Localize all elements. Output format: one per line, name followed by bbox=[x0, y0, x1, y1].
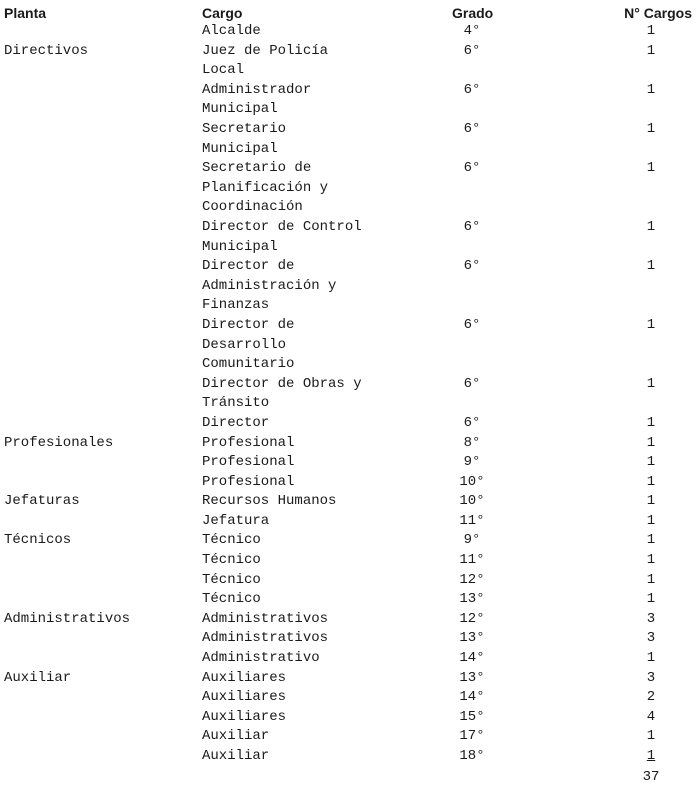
cell-cargo bbox=[202, 22, 397, 42]
table-row bbox=[0, 571, 698, 591]
cell-grado: 14° bbox=[459, 689, 485, 706]
cell-num-cargos: 1 bbox=[646, 414, 656, 431]
table-row bbox=[0, 688, 698, 708]
cell-num-cargos: 1 bbox=[646, 316, 656, 333]
cargo-line: Director de Obras y bbox=[202, 375, 362, 392]
cell-cargo bbox=[202, 218, 397, 257]
table-row bbox=[0, 22, 698, 42]
header-cargo: Cargo bbox=[202, 5, 243, 21]
table-row bbox=[0, 81, 698, 120]
cell-cargo bbox=[202, 747, 397, 767]
cell-grado: 6° bbox=[463, 316, 481, 333]
cell-num-cargos: 1 bbox=[646, 748, 656, 765]
cell-num-cargos: 1 bbox=[646, 512, 656, 529]
cell-cargo bbox=[202, 531, 397, 551]
cargo-line: Director bbox=[202, 414, 270, 431]
table-row bbox=[0, 649, 698, 669]
cargo-line: Director de Control bbox=[202, 218, 362, 235]
cell-grado: 17° bbox=[459, 728, 485, 745]
cargo-line: Administrativos bbox=[202, 610, 329, 627]
cargo-line: Director de bbox=[202, 258, 295, 275]
table-row bbox=[0, 669, 698, 689]
cell-num-cargos: 1 bbox=[646, 42, 656, 59]
cell-grado: 12° bbox=[459, 610, 485, 627]
cell-cargo bbox=[202, 669, 397, 689]
cargo-line: Juez de Policía bbox=[202, 42, 329, 59]
cargo-line: Auxiliar bbox=[202, 728, 270, 745]
cargo-line: Municipal bbox=[202, 238, 278, 255]
cargo-line: Auxiliares bbox=[202, 669, 287, 686]
cell-grado: 4° bbox=[463, 23, 481, 39]
cell-num-cargos: 1 bbox=[646, 532, 656, 549]
cell-grado: 6° bbox=[463, 414, 481, 431]
cell-cargo bbox=[202, 257, 397, 316]
cell-grado: 9° bbox=[463, 532, 481, 549]
cargo-line: Auxiliar bbox=[202, 748, 270, 765]
cargo-line: Administrador bbox=[202, 81, 312, 98]
cargo-line: Secretario de bbox=[202, 160, 312, 177]
cargo-line: Administrativos bbox=[202, 630, 329, 647]
cell-grado: 13° bbox=[459, 630, 485, 647]
table-row bbox=[0, 453, 698, 473]
header-num-cargos: N° Cargos bbox=[624, 5, 692, 21]
table-row bbox=[0, 531, 698, 551]
cargo-line: Planificación y bbox=[202, 179, 329, 196]
table-row bbox=[0, 708, 698, 728]
cell-num-cargos: 1 bbox=[646, 375, 656, 392]
cell-cargo bbox=[202, 708, 397, 728]
cargo-line: Finanzas bbox=[202, 297, 270, 314]
total-cargos: 37 bbox=[642, 769, 660, 785]
table-row bbox=[0, 434, 698, 454]
cargo-line: Administración y bbox=[202, 277, 337, 294]
cell-num-cargos: 4 bbox=[646, 708, 656, 725]
cell-cargo bbox=[202, 159, 397, 218]
cell-cargo bbox=[202, 120, 397, 159]
cell-cargo bbox=[202, 375, 397, 414]
cargo-line: Secretario bbox=[202, 120, 287, 137]
cargo-line: Coordinación bbox=[202, 199, 303, 216]
cell-num-cargos: 1 bbox=[646, 591, 656, 608]
table-row bbox=[0, 42, 698, 81]
cell-cargo bbox=[202, 649, 397, 669]
cell-cargo bbox=[202, 512, 397, 532]
cell-num-cargos: 1 bbox=[646, 23, 656, 39]
table-row bbox=[0, 747, 698, 767]
cell-grado: 6° bbox=[463, 258, 481, 275]
cell-num-cargos: 1 bbox=[646, 454, 656, 471]
cell-cargo bbox=[202, 727, 397, 747]
cargo-line: Local bbox=[202, 62, 245, 79]
header-planta: Planta bbox=[4, 5, 47, 21]
cargo-line: Alcalde bbox=[202, 23, 261, 39]
cell-grado: 15° bbox=[459, 708, 485, 725]
cell-grado: 12° bbox=[459, 571, 485, 588]
cargo-line: Técnico bbox=[202, 552, 261, 569]
cell-grado: 11° bbox=[459, 512, 485, 529]
cell-grado: 6° bbox=[463, 375, 481, 392]
cell-planta: Profesionales bbox=[4, 434, 114, 451]
table-row bbox=[0, 159, 698, 218]
cell-grado: 6° bbox=[463, 218, 481, 235]
table-row bbox=[0, 492, 698, 512]
cell-grado: 6° bbox=[463, 81, 481, 98]
cargo-line: Auxiliares bbox=[202, 708, 287, 725]
cell-num-cargos: 1 bbox=[646, 571, 656, 588]
table-row bbox=[0, 257, 698, 316]
cell-cargo bbox=[202, 473, 397, 493]
cell-num-cargos: 2 bbox=[646, 689, 656, 706]
cell-num-cargos: 3 bbox=[646, 610, 656, 627]
cell-num-cargos: 3 bbox=[646, 630, 656, 647]
cell-num-cargos: 3 bbox=[646, 669, 656, 686]
cell-cargo bbox=[202, 571, 397, 591]
cargo-line: Técnico bbox=[202, 532, 261, 549]
cargo-line: Técnico bbox=[202, 591, 261, 608]
cell-cargo bbox=[202, 590, 397, 610]
table-row bbox=[0, 218, 698, 257]
cell-grado: 13° bbox=[459, 591, 485, 608]
cell-cargo bbox=[202, 81, 397, 120]
table-row bbox=[0, 120, 698, 159]
table-row bbox=[0, 473, 698, 493]
cell-num-cargos: 1 bbox=[646, 120, 656, 137]
cell-grado: 9° bbox=[463, 454, 481, 471]
cell-grado: 6° bbox=[463, 42, 481, 59]
cell-grado: 6° bbox=[463, 160, 481, 177]
cell-cargo bbox=[202, 316, 397, 375]
cargo-line: Administrativo bbox=[202, 650, 320, 667]
cell-num-cargos: 1 bbox=[646, 473, 656, 490]
table-row bbox=[0, 590, 698, 610]
cargo-line: Tránsito bbox=[202, 395, 270, 412]
cargo-line: Auxiliares bbox=[202, 689, 287, 706]
cell-num-cargos: 1 bbox=[646, 160, 656, 177]
cell-planta: Técnicos bbox=[4, 532, 72, 549]
table-row bbox=[0, 414, 698, 434]
cargo-line: Municipal bbox=[202, 101, 278, 118]
table-row bbox=[0, 727, 698, 747]
cell-num-cargos: 1 bbox=[646, 218, 656, 235]
cargo-line: Comunitario bbox=[202, 356, 295, 373]
cell-planta: Jefaturas bbox=[4, 493, 80, 510]
cargo-line: Desarrollo bbox=[202, 336, 287, 353]
cell-num-cargos: 1 bbox=[646, 258, 656, 275]
cell-grado: 6° bbox=[463, 120, 481, 137]
cell-num-cargos: 1 bbox=[646, 493, 656, 510]
cell-grado: 8° bbox=[463, 434, 481, 451]
cell-planta: Auxiliar bbox=[4, 669, 72, 686]
cell-cargo bbox=[202, 551, 397, 571]
table-row bbox=[0, 316, 698, 375]
cell-grado: 13° bbox=[459, 669, 485, 686]
cell-num-cargos: 1 bbox=[646, 434, 656, 451]
cell-grado: 11° bbox=[459, 552, 485, 569]
positions-table bbox=[0, 22, 698, 767]
cell-planta: Directivos bbox=[4, 42, 89, 59]
cargo-line: Técnico bbox=[202, 571, 261, 588]
cargo-line: Recursos Humanos bbox=[202, 493, 337, 510]
table-row bbox=[0, 512, 698, 532]
cell-num-cargos: 1 bbox=[646, 728, 656, 745]
cell-num-cargos: 1 bbox=[646, 81, 656, 98]
cell-grado: 14° bbox=[459, 650, 485, 667]
cell-num-cargos: 1 bbox=[646, 650, 656, 667]
header-grado: Grado bbox=[452, 5, 494, 21]
cell-cargo bbox=[202, 434, 397, 454]
cell-cargo bbox=[202, 492, 397, 512]
cell-cargo bbox=[202, 453, 397, 473]
cargo-line: Jefatura bbox=[202, 512, 270, 529]
table-row bbox=[0, 375, 698, 414]
cell-cargo bbox=[202, 688, 397, 708]
cell-cargo bbox=[202, 610, 397, 630]
table-row bbox=[0, 610, 698, 630]
cargo-line: Profesional bbox=[202, 473, 295, 490]
cell-cargo bbox=[202, 414, 397, 434]
cell-planta: Administrativos bbox=[4, 610, 131, 627]
cargo-line: Municipal bbox=[202, 140, 278, 157]
cargo-line: Profesional bbox=[202, 454, 295, 471]
cargo-line: Director de bbox=[202, 316, 295, 333]
table-row bbox=[0, 629, 698, 649]
cell-cargo bbox=[202, 42, 397, 81]
cell-cargo bbox=[202, 629, 397, 649]
cell-grado: 10° bbox=[459, 493, 485, 510]
cargo-line: Profesional bbox=[202, 434, 295, 451]
cell-num-cargos: 1 bbox=[646, 552, 656, 569]
table-row bbox=[0, 551, 698, 571]
cell-grado: 18° bbox=[459, 748, 485, 765]
cell-grado: 10° bbox=[459, 473, 485, 490]
